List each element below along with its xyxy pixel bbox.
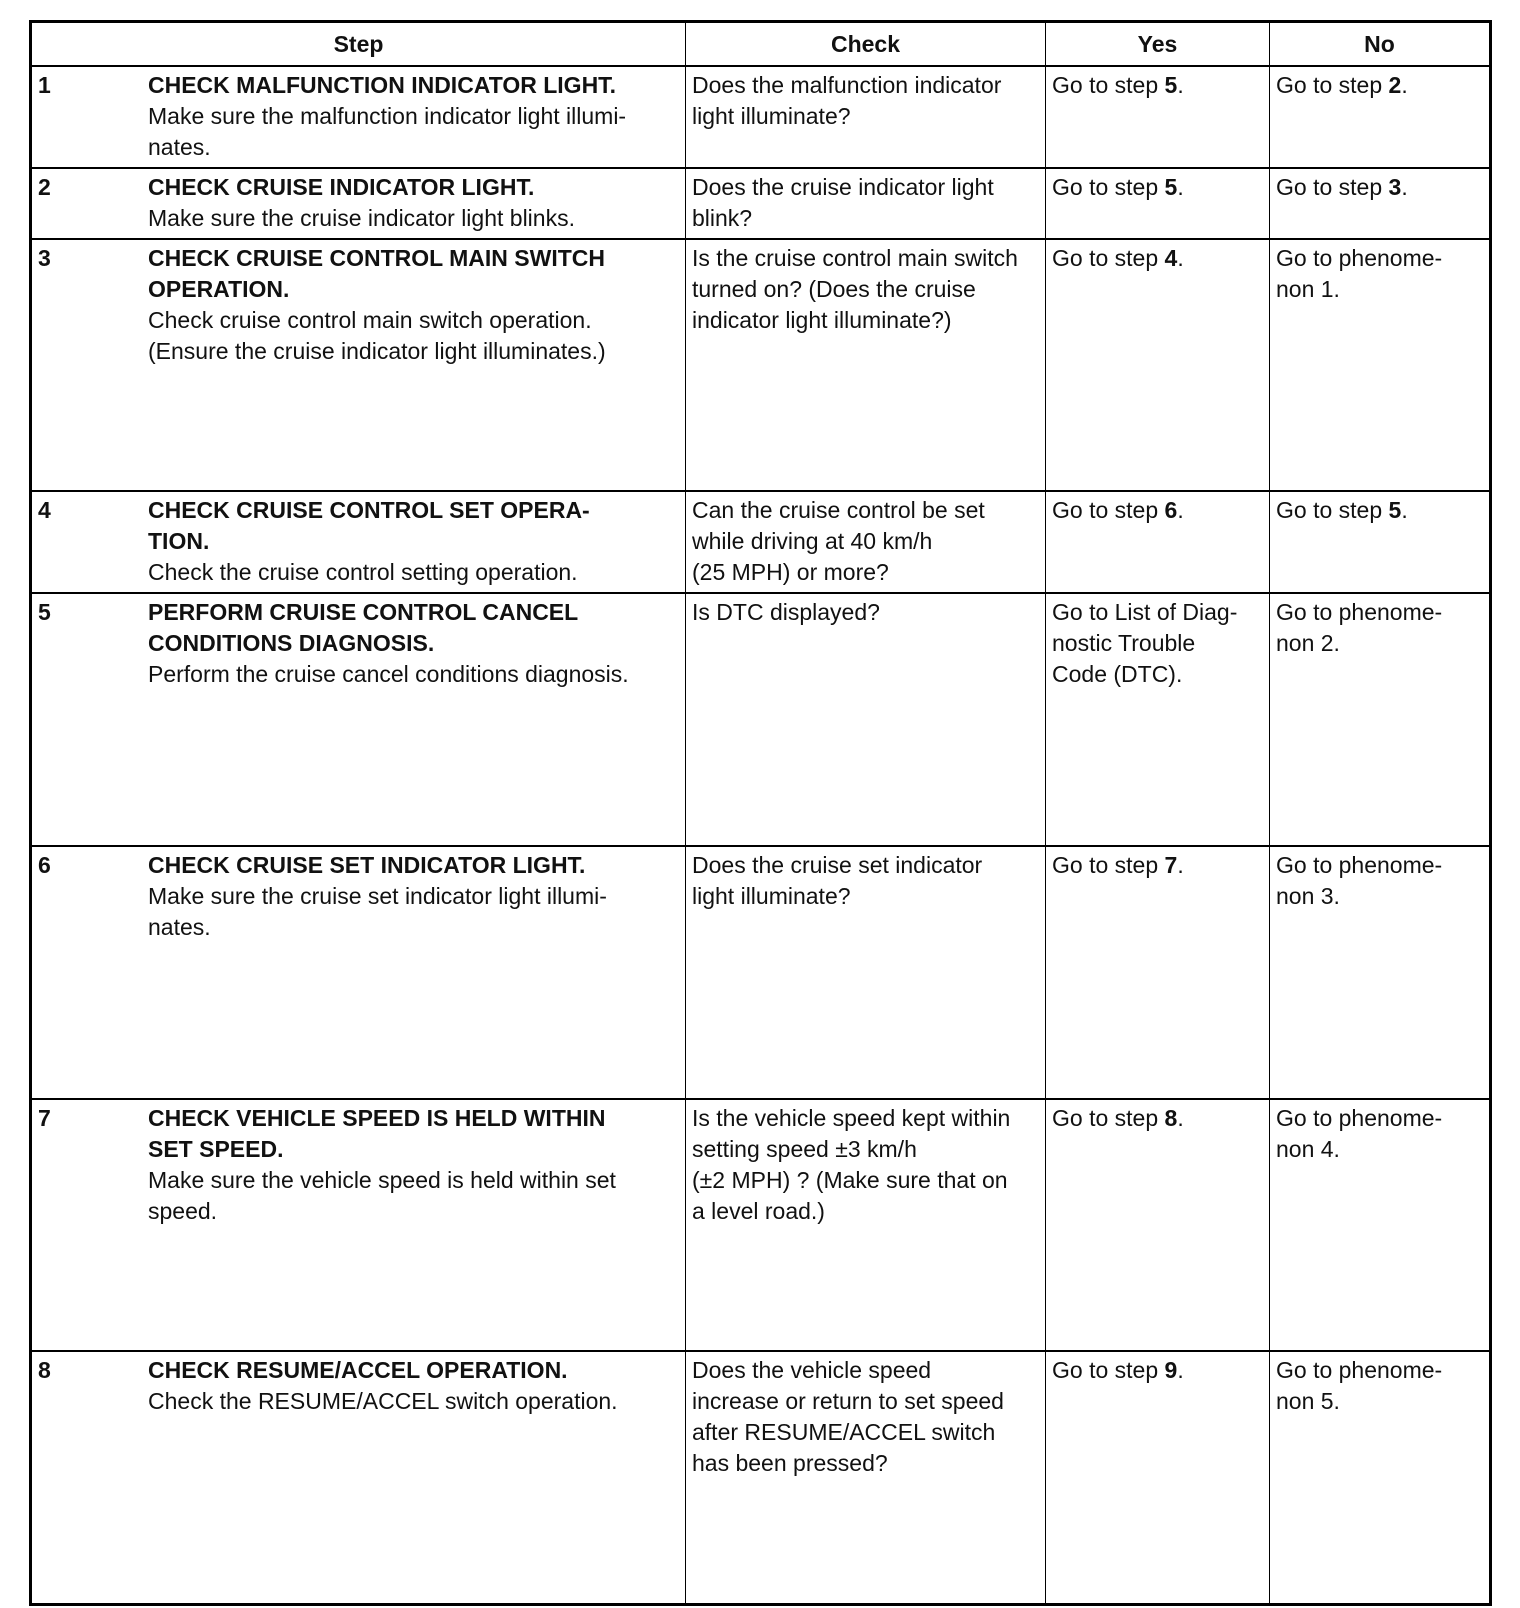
yes-suffix: . [1177, 245, 1184, 271]
no-cell [1270, 1099, 1491, 1351]
no-cell [1270, 239, 1491, 491]
table-row [31, 846, 1491, 1099]
yes-suffix: . [1177, 174, 1184, 200]
no-text: Go to phenome- non 2. [1276, 599, 1443, 656]
step-title: CHECK CRUISE SET INDICATOR LIGHT. [148, 852, 586, 878]
step-number: 8 [38, 1357, 51, 1383]
step-title: CHECK RESUME/ACCEL OPERATION. [148, 1357, 568, 1383]
yes-suffix: . [1177, 72, 1184, 98]
no-suffix: . [1401, 497, 1408, 523]
yes-cell [1046, 168, 1270, 239]
step-number: 3 [38, 245, 51, 271]
diagnostic-table [29, 20, 1492, 1606]
check-cell [686, 66, 1046, 168]
yes-step-ref: 4 [1164, 245, 1178, 271]
check-text: Does the malfunction indicator light illuminate? [692, 72, 1002, 129]
table-row [31, 1351, 1491, 1604]
check-text: Is the cruise control main switch turned on? (Does the cruise indicator light illuminate?) [692, 245, 1018, 333]
step-description: Make sure the cruise indicator light blinks. [148, 205, 575, 231]
check-cell [686, 846, 1046, 1099]
step-description: Perform the cruise cancel conditions diagnosis. [148, 661, 629, 687]
step-number: 7 [38, 1105, 51, 1131]
yes-cell [1046, 846, 1270, 1099]
no-text: Go to phenome- non 1. [1276, 245, 1443, 302]
yes-prefix: Go to step [1052, 245, 1165, 271]
header-check: Check [686, 22, 1046, 67]
yes-step-ref: 5 [1164, 174, 1178, 200]
step-cell [31, 846, 686, 1099]
step-title: CHECK MALFUNCTION INDICATOR LIGHT. [148, 72, 617, 98]
no-cell [1270, 66, 1491, 168]
yes-step-ref: 9 [1164, 1357, 1178, 1383]
yes-prefix: Go to step [1052, 174, 1165, 200]
check-text: Can the cruise control be set while driving at 40 km/h (25 MPH) or more? [692, 497, 985, 585]
step-description: Make sure the malfunction indicator light illumi- nates. [148, 103, 627, 160]
header-no: No [1270, 22, 1491, 67]
yes-cell [1046, 491, 1270, 593]
step-cell [31, 1351, 686, 1604]
step-title: CHECK VEHICLE SPEED IS HELD WITHIN SET SPEED. [148, 1105, 606, 1162]
check-text: Does the vehicle speed increase or return to set speed after RESUME/ACCEL switch has been pressed? [692, 1357, 1004, 1476]
check-cell [686, 593, 1046, 846]
yes-cell [1046, 1099, 1270, 1351]
no-text: Go to phenome- non 4. [1276, 1105, 1443, 1162]
step-number: 2 [38, 174, 51, 200]
step-description: Check the cruise control setting operation. [148, 559, 578, 585]
table-row [31, 168, 1491, 239]
header-row [31, 22, 1491, 67]
yes-prefix: Go to step [1052, 1105, 1165, 1131]
yes-suffix: . [1177, 1105, 1184, 1131]
step-number: 5 [38, 599, 51, 625]
yes-cell [1046, 66, 1270, 168]
table-row [31, 491, 1491, 593]
yes-cell [1046, 593, 1270, 846]
no-suffix: . [1401, 174, 1408, 200]
step-cell [31, 491, 686, 593]
yes-prefix: Go to step [1052, 497, 1165, 523]
yes-prefix: Go to step [1052, 72, 1165, 98]
step-cell [31, 168, 686, 239]
no-cell [1270, 593, 1491, 846]
step-cell [31, 593, 686, 846]
step-description: Make sure the vehicle speed is held within set speed. [148, 1167, 616, 1224]
step-title: CHECK CRUISE CONTROL MAIN SWITCH OPERATION. [148, 245, 606, 302]
no-step-ref: 2 [1388, 72, 1402, 98]
check-cell [686, 168, 1046, 239]
no-cell [1270, 846, 1491, 1099]
step-number: 4 [38, 497, 51, 523]
yes-suffix: . [1177, 852, 1184, 878]
check-cell [686, 491, 1046, 593]
no-prefix: Go to step [1276, 72, 1389, 98]
yes-step-ref: 7 [1164, 852, 1178, 878]
table-row [31, 1099, 1491, 1351]
check-text: Does the cruise set indicator light illuminate? [692, 852, 983, 909]
no-cell [1270, 168, 1491, 239]
check-cell [686, 1351, 1046, 1604]
yes-step-ref: 6 [1164, 497, 1178, 523]
yes-cell [1046, 1351, 1270, 1604]
check-cell [686, 1099, 1046, 1351]
no-step-ref: 5 [1388, 497, 1402, 523]
step-number: 6 [38, 852, 51, 878]
check-cell [686, 239, 1046, 491]
yes-suffix: . [1177, 497, 1184, 523]
header-step: Step [31, 22, 686, 67]
check-text: Is DTC displayed? [692, 599, 880, 625]
yes-text: Go to List of Diag- nostic Trouble Code (DTC). [1052, 599, 1238, 687]
check-text: Is the vehicle speed kept within setting speed ±3 km/h (±2 MPH) ? (Make sure that on a level road.) [692, 1105, 1011, 1224]
header-yes: Yes [1046, 22, 1270, 67]
table-row [31, 593, 1491, 846]
no-suffix: . [1401, 72, 1408, 98]
no-text: Go to phenome- non 5. [1276, 1357, 1443, 1414]
no-prefix: Go to step [1276, 174, 1389, 200]
yes-step-ref: 8 [1164, 1105, 1178, 1131]
step-title: PERFORM CRUISE CONTROL CANCEL CONDITIONS DIAGNOSIS. [148, 599, 579, 656]
check-text: Does the cruise indicator light blink? [692, 174, 994, 231]
step-number: 1 [38, 72, 51, 98]
yes-cell [1046, 239, 1270, 491]
yes-prefix: Go to step [1052, 852, 1165, 878]
no-text: Go to phenome- non 3. [1276, 852, 1443, 909]
step-cell [31, 66, 686, 168]
yes-suffix: . [1177, 1357, 1184, 1383]
step-title: CHECK CRUISE INDICATOR LIGHT. [148, 174, 535, 200]
yes-prefix: Go to step [1052, 1357, 1165, 1383]
table-row [31, 239, 1491, 491]
no-step-ref: 3 [1388, 174, 1402, 200]
step-cell [31, 239, 686, 491]
yes-step-ref: 5 [1164, 72, 1178, 98]
no-cell [1270, 491, 1491, 593]
step-description: Check cruise control main switch operation. (Ensure the cruise indicator light illuminates.) [148, 307, 606, 364]
step-title: CHECK CRUISE CONTROL SET OPERA- TION. [148, 497, 590, 554]
table-row [31, 66, 1491, 168]
step-cell [31, 1099, 686, 1351]
step-description: Check the RESUME/ACCEL switch operation. [148, 1388, 618, 1414]
step-description: Make sure the cruise set indicator light illumi- nates. [148, 883, 607, 940]
no-prefix: Go to step [1276, 497, 1389, 523]
no-cell [1270, 1351, 1491, 1604]
